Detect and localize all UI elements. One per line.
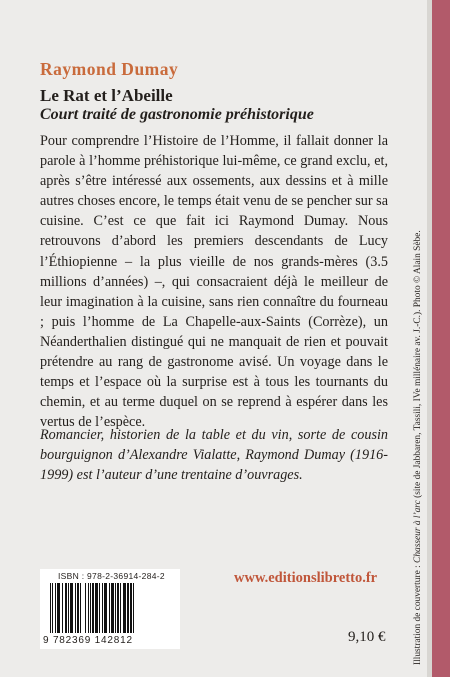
isbn-label: ISBN : 978-2-36914-284-2 [58, 571, 165, 581]
blurb-text: Pour comprendre l’Histoire de l’Homme, il fallait donner la parole à l’homme préhistorique lui-même, ce grand exclu, et, après s’être intéressé aux ossements, aux dessins et à mille autres choses encore, le temps était venu de se pencher sur sa cuisine. C’est ce que fait ici Raymond Dumay. Nous retrouvons d’abord les premiers descendants de Lucy l’Éthiopienne – la plus vieille de nos grands-mères (3.5 millions d’années) –, qui consacraient déjà le meilleur de leur imagination à la cuisine, sans rien connaître du fourneau ; puis l’homme de La Chapelle-aux-Saints (Corrèze), un Néanderthalien distingué qui ne manquait de rien et pouvait prétendre au rang de gastronome avisé. Un voyage dans le temps et l’espace où la surprise est à tous les tournants du chemin, et au terme duquel on se reprend à espérer dans les vertus de l’espèce. [40, 133, 388, 431]
ean-digits: 9 782369 142812 [43, 635, 133, 646]
author-name: Raymond Dumay [40, 59, 179, 79]
spine [432, 0, 450, 677]
credit-prefix: Illustration de couverture : [413, 562, 423, 665]
credit-work: Chasseur à l’arc [413, 500, 423, 563]
cover-credit [413, 190, 423, 665]
publisher-website: www.editionslibretto.fr [234, 570, 378, 586]
barcode-bar [134, 583, 135, 633]
barcode-icon [50, 583, 174, 633]
author-bio: Romancier, historien de la table et du vin, sorte de cousin bourguignon d’Alexandre Vialatte, Raymond Dumay (1916-1999) est l’auteur d’une trentaine d’ouvrages. [40, 427, 388, 484]
book-title: Le Rat et l’Abeille [40, 86, 173, 105]
price: 9,10 € [348, 629, 386, 645]
credit-rest: (site de Jabbaren, Tassili, IVe millénaire av. J.-C.). Photo © Alain Sèbe. [413, 230, 423, 501]
book-subtitle: Court traité de gastronomie préhistorique [40, 106, 314, 123]
